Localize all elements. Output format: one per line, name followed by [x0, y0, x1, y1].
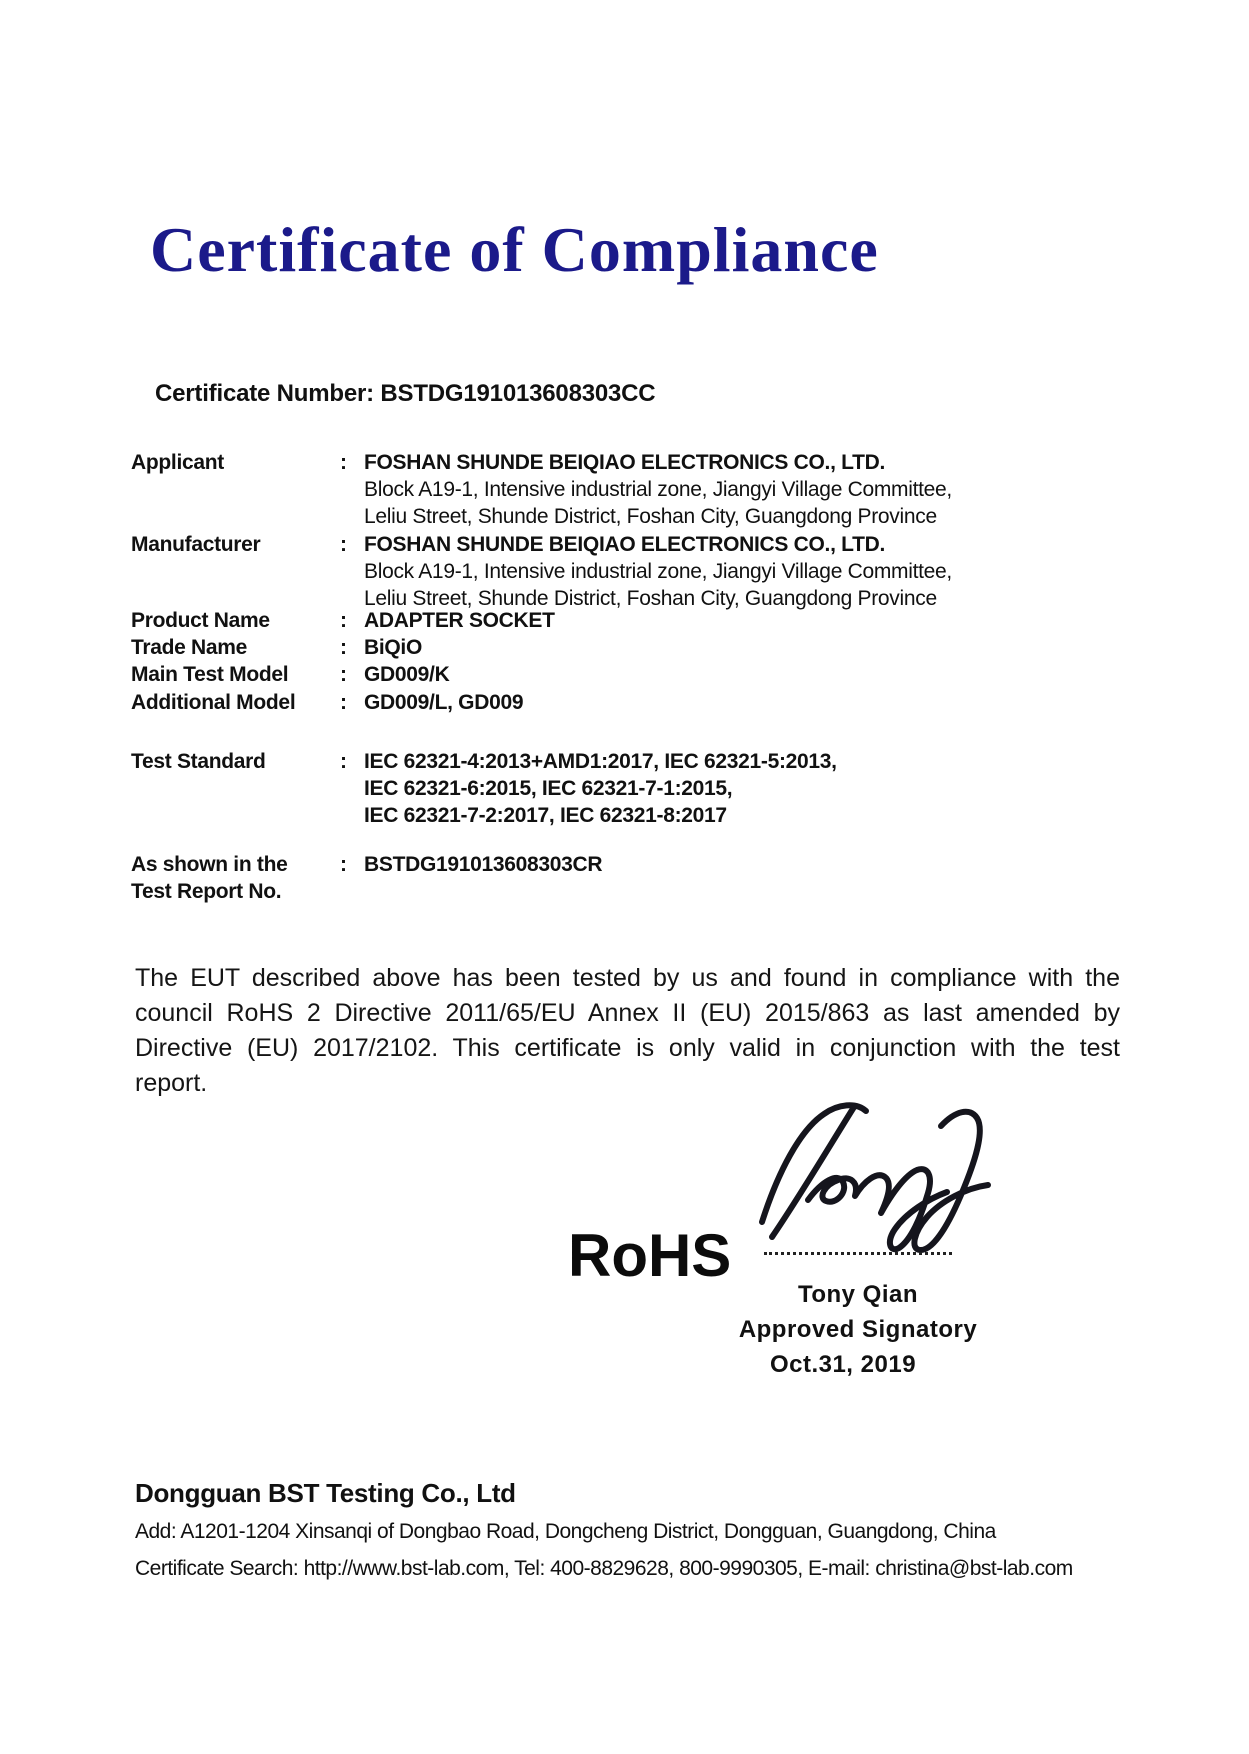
certificate-number-line [155, 380, 655, 408]
signature-dotted-line [764, 1252, 952, 1255]
statement-line2: council RoHS 2 Directive 2011/65/EU Annex II (EU) 2015/863 as last amended by [135, 999, 1120, 1027]
statement-line4: report. [135, 1069, 208, 1097]
footer-contact: Certificate Search: http://www.bst-lab.com, Tel: 400-8829628, 800-9990305, E-mail: christina@bst-lab.com [135, 1557, 1073, 1580]
handwritten-signature-icon [748, 1100, 998, 1260]
manufacturer-label: Manufacturer [131, 533, 261, 556]
test-standard-label: Test Standard [131, 750, 266, 773]
row-additional-model [131, 689, 1141, 716]
test-standard-line3: IEC 62321-7-2:2017, IEC 62321-8:2017 [364, 804, 727, 827]
applicant-address-line2: Leliu Street, Shunde District, Foshan City, Guangdong Province [364, 505, 937, 528]
manufacturer-name: FOSHAN SHUNDE BEIQIAO ELECTRONICS CO., LTD. [364, 533, 886, 556]
manufacturer-address-line1: Block A19-1, Intensive industrial zone, Jiangyi Village Committee, [364, 560, 952, 583]
certificate-number-value: BSTDG191013608303CC [380, 380, 656, 407]
compliance-statement [135, 961, 1120, 1101]
additional-model-label: Additional Model [131, 691, 296, 714]
row-trade-name [131, 634, 1141, 661]
footer-address: Add: A1201-1204 Xinsanqi of Dongbao Road, Dongcheng District, Dongguan, Guangdong, China [135, 1520, 996, 1543]
row-applicant [131, 449, 1141, 530]
trade-name-value: BiQiO [364, 636, 423, 659]
signature-date: Oct.31, 2019 [769, 1351, 917, 1378]
product-name-label: Product Name [131, 609, 270, 632]
applicant-name: FOSHAN SHUNDE BEIQIAO ELECTRONICS CO., LTD. [364, 451, 886, 474]
test-report-label-line1: As shown in the [131, 853, 288, 876]
certificate-number-label: Certificate Number: [155, 380, 374, 407]
test-standard-line1: IEC 62321-4:2013+AMD1:2017, IEC 62321-5:2013, [364, 750, 837, 773]
test-report-colon: : [340, 853, 347, 876]
applicant-address-line1: Block A19-1, Intensive industrial zone, Jiangyi Village Committee, [364, 478, 952, 501]
main-test-model-value: GD009/K [364, 663, 450, 686]
row-test-standard [131, 748, 1141, 829]
applicant-colon: : [340, 451, 347, 474]
test-standard-line2: IEC 62321-6:2015, IEC 62321-7-1:2015, [364, 777, 733, 800]
row-manufacturer [131, 531, 1141, 612]
signatory-name: Tony Qian [797, 1281, 919, 1308]
row-product-name [131, 607, 1141, 634]
row-test-report [131, 851, 1141, 905]
trade-name-label: Trade Name [131, 636, 248, 659]
product-name-colon: : [340, 609, 347, 632]
applicant-label: Applicant [131, 451, 224, 474]
test-standard-colon: : [340, 750, 347, 773]
additional-model-colon: : [340, 691, 347, 714]
test-report-value: BSTDG191013608303CR [364, 853, 603, 876]
trade-name-colon: : [340, 636, 347, 659]
rohs-logo: RoHS [568, 1222, 732, 1289]
statement-line1: The EUT described above has been tested by us and found in compliance with the [135, 964, 1120, 992]
product-name-value: ADAPTER SOCKET [364, 609, 555, 632]
signatory-role: Approved Signatory [738, 1316, 978, 1343]
footer-company-name: Dongguan BST Testing Co., Ltd [135, 1478, 516, 1508]
manufacturer-colon: : [340, 533, 347, 556]
main-test-model-label: Main Test Model [131, 663, 289, 686]
test-report-label-line2: Test Report No. [131, 880, 282, 903]
additional-model-value: GD009/L, GD009 [364, 691, 524, 714]
row-main-test-model [131, 661, 1141, 688]
main-test-model-colon: : [340, 663, 347, 686]
statement-line3: Directive (EU) 2017/2102. This certificate is only valid in conjunction with the test [135, 1034, 1120, 1062]
page-title: Certificate of Compliance [150, 214, 879, 285]
manufacturer-address-line2: Leliu Street, Shunde District, Foshan City, Guangdong Province [364, 587, 937, 610]
